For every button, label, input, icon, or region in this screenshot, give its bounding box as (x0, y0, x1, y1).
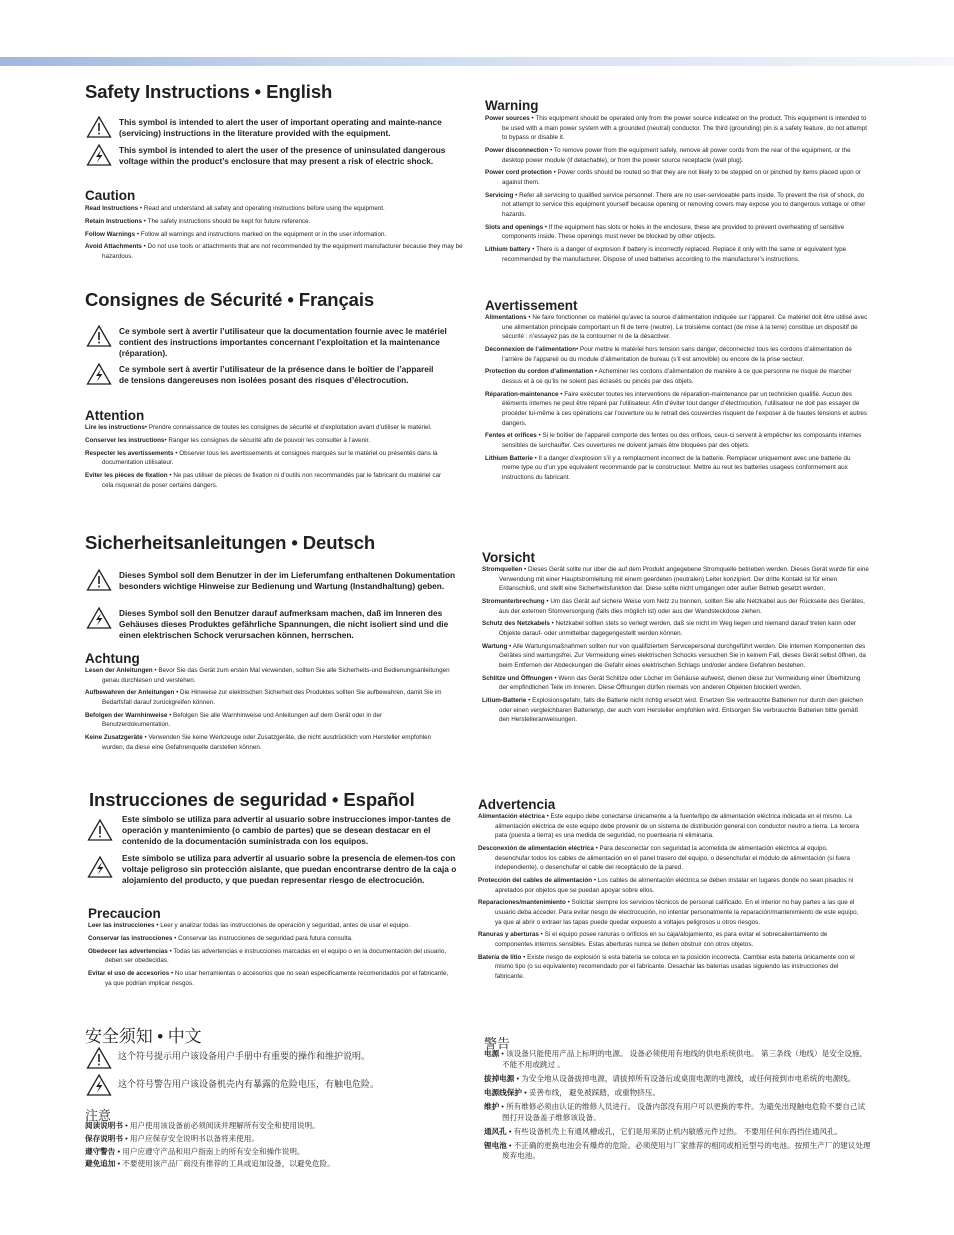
list-item: Reparaciones/mantenimiento • Solicitar siempre los servicios técnicos de personal calificado. En el interior no hay partes a las que el usuario deba acceder. Para evitar riesgo de electrocución, no intentar personalmente la reparación/mantenimiento de este equipo, ya que al abrir o extraer las tapas puede quedar expuesto a voltajes peligrosos u otros riesgos. (478, 899, 859, 926)
symbol-shock-text: Ce symbole sert à avertir l’utilisateur de la présence dans le boîtier de l’appareil de tensions dangereuses non isolées posant des risques d’électrocution. (119, 364, 434, 385)
caution-triangle-icon (86, 568, 112, 592)
warning-heading: Warning (485, 98, 539, 113)
list-item: Befolgen der Warnhinweise • Befolgen Sie alle Warnhinweise und Anleitungen auf dem Gerät oder in der Benutzerdokumentation. (85, 711, 383, 729)
list-item: Avoid Attachments • Do not use tools or attachments that are not recommended by the equipment manufacturer because they may be hazardous. (85, 243, 463, 260)
list-item: 通风孔 • 有些设备机壳上有通风槽或孔，它们是用来防止机内敏感元件过热。 不要用任何东西挡住通风孔。 (484, 1126, 843, 1136)
list-item: Lire les instructions• Prendre connaissance de toutes les consignes de sécurité et d’exploitation avant d’utiliser le matériel. (85, 424, 432, 431)
list-item: Conservar las instrucciones • Conservar las instrucciones de seguridad para futura consulta. (88, 934, 353, 942)
caution-list (85, 423, 447, 493)
list-item: 拔掉电源 • 为安全地从设备拔掉电源，请拔掉所有设备后或桌面电源的电源线，或任何接到市电系统的电源线。 (484, 1073, 856, 1083)
caution-heading: Precaucion (88, 906, 161, 921)
symbol-caution-text: 这个符号提示用户该设备用户手册中有重要的操作和维护说明。 (118, 1051, 371, 1061)
symbol-caution-text: Dieses Symbol soll dem Benutzer in der im Lieferumfang enthaltenen Dokumentation besonders wichtige Hinweise zur Bedienung und Wartung (Instandhaltung) geben. (119, 570, 456, 591)
list-item: Servicing • Refer all servicing to qualified service personnel. There are no user-serviceable parts inside. To prevent the risk of shock, do not attempt to service this equipment yourself because opening or removing covers may expose you to dangerous voltage or other hazards. (485, 191, 866, 218)
list-item: 电源线保护 • 妥善布线， 避免被踩踏，或重物挤压。 (484, 1087, 661, 1097)
caution-list (85, 1121, 445, 1172)
warning-list (482, 565, 870, 728)
warning-list (484, 1049, 872, 1165)
list-item: 避免追加 • 不要使用该产品厂商没有推荐的工具或追加设备，以避免危险。 (85, 1159, 335, 1169)
caution-list (85, 204, 463, 265)
caution-list (88, 921, 452, 991)
list-item: Stromunterbrechung • Um das Gerät auf sichere Weise vom Netz zu trennen, sollten Sie alle Netzkabel aus der Rückseite des Gerätes, aus der externen Stomversorgung (falls dies möglich ist) oder aus der Wandsteckdose ziehen. (482, 597, 865, 615)
list-item: 维护 • 所有维修必须由认证的维修人员进行。 设备内部没有用户可以更换的零件。为避免出现触电危险不要自己试图打开设备盖子维修该设备。 (484, 1101, 866, 1122)
list-item: Slots and openings • If the equipment has slots or holes in the enclosure, these are provided to prevent overheating of sensitive components inside. These openings must never be blocked by other objects. (485, 223, 845, 241)
list-item: Alimentación eléctrica • Este equipo debe conectarse únicamente a la fuente/tipo de alimentación eléctrica indicada en el mismo. La alimentación eléctrica de este equipo debe provenir de un sistema de distribución general con conductor neutro a tierra. La tercera pata (puesta a tierra) es una medida de seguridad, no puentearia ni eliminaria. (478, 813, 860, 840)
warning-list (478, 812, 862, 985)
symbol-caution-text: Este símbolo se utiliza para advertir al usuario sobre instrucciones impor-tantes de operación y mantenimiento (o cambio de partes) que se desean destacar en el contenido de la documentación suministrada con los equipos. (122, 814, 451, 846)
symbol-shock-text: Este símbolo se utiliza para advertir al usuario sobre la presencia de elemen-tos con voltaje peligroso sin protección aislante, que puedan encontrarse dentro de la caja o alojamiento del producto, y que puedan representar riesgo de electrocución. (122, 853, 457, 885)
list-item: Déconnexion de l’alimentation• Pour mettre le matériel hors tension sans danger, déconnectez tous les cordons d’alimentation de l’arrière de l’appareil ou du module d’alimentation de bureau (s’il est amovible) ou encore de la prise secteur. (485, 345, 852, 363)
symbol-caution-text: Ce symbole sert à avertir l’utilisateur que la documentation fournie avec le matériel contient des instructions importantes concernant l’exploitation et la maintenance (réparation). (119, 326, 447, 358)
caution-list (85, 666, 451, 756)
section-title-english: Safety Instructions • English (85, 81, 333, 102)
caution-heading: 注意 (85, 1108, 112, 1123)
caution-triangle-icon (86, 115, 112, 139)
electric-shock-triangle-icon (86, 362, 112, 386)
symbol-shock-text: 这个符号警告用户该设备机壳内有暴露的危险电压，有触电危险。 (118, 1079, 380, 1089)
list-item: Power cord protection • Power cords should be routed so that they are not likely to be stepped on or pinched by items placed upon or against them. (485, 169, 862, 186)
list-item: Desconexión de alimentación eléctrica • Para desconectar con seguridad la acometida de alimentación eléctrica al equipo, desenchufar todos los cables de alimentación en el panel trasero del equipo, o desenchufar el módulo de alimentación (si fuera independiente), o desenchufar el cable del receptáculo de la pared. (478, 844, 850, 872)
caution-heading: Achtung (85, 651, 140, 666)
list-item: Conserver les instructions• Ranger les consignes de sécurité afin de pouvoir les consulter à l’avenir. (85, 436, 371, 444)
electric-shock-triangle-icon (87, 855, 113, 879)
list-item: Wartung • Alle Wartungsmaßnahmen sollten nur von qualifiziertem Servicepersonal durchgeführt werden. Die internen Komponenten des Gerätes sind wartungsfrei. Zur Vermeidung eines elektrischen Schocks versuchen Sie in keinem Fall, dieses Gerät selbst öffnen, da beim Entfernen der Abdeckungen die Gefahr eines elektrischen Schlags und/oder andere Gefahren bestehen. (482, 642, 867, 669)
electric-shock-triangle-icon (86, 1073, 112, 1097)
list-item: Litium-Batterie • Explosionsgefahr, falls die Batterie nicht richtig ersetzt wird. Ersetzen Sie verbrauchte Batterien nur durch den gleichen oder einen vergleichbaren Batterietyp, der auch vom Hersteller empfohlen wird. Entsorgen Sie verbrauchte Batterien bitte gemäß den Herstelleranweisungen. (482, 697, 863, 724)
list-item: Keine Zusatzgeräte • Verwenden Sie keine Werkzeuge oder Zusatzgeräte, die nicht ausdrücklich vom Hersteller empfohlen wurden, da diese eine Gefahrenquelle darstellen können. (85, 734, 432, 751)
list-item: Protección del cables de alimentación • Los cables de alimentación eléctrica se deben instalar en lugares donde no sean pisados ni apretados por objetos que se puedan apoyar sobre ellos. (478, 876, 854, 894)
section-title-chinese: 安全须知 • 中文 (85, 1027, 202, 1046)
list-item: Batería de litio • Existe riesgo de explosión si esta batería se coloca en la posición incorrecta. Cambiar esta batería únicamente con el mismo tipo (o su equivalente) recomendado por el fabricante. Desachar las baterías usadas siguiendo las instrucciones del fabricante. (478, 953, 855, 980)
list-item: Schlitze und Öffnungen • Wenn das Gerät Schlitze oder Löcher im Gehäuse aufweist, dienen diese zur Vermeidung einer Überhitzung der empfindlichen Teile im Inneren. Diese Öffnungen dürfen niemals von anderen Objekten blockiert werden. (482, 674, 861, 692)
electric-shock-triangle-icon (86, 606, 112, 630)
list-item: Aufbewahren der Anleitungen • Die Hinweise zur elektrischen Sicherheit des Produktes sollten Sie aufbewahren, damit Sie im Bedarfsfall darauf zurückgreifen können. (85, 689, 442, 706)
list-item: Stromquellen • Dieses Gerät sollte nur über die auf dem Produkt angegebene Stromquelle betrieben werden. Dieses Gerät wurde für eine Verwendung mit einer Hauptstromleitung mit einem geerdeten (neutralen) Leiter konzipiert. Der dritte Kontakt ist für einen Erdanschluß, und stellt eine Sicherheitsfunktion dar. Diese sollte nicht umgangen oder außer Betrieb gesetzt werden. (482, 566, 869, 593)
warning-list (485, 114, 869, 267)
warning-heading: 警告 (484, 1036, 511, 1051)
list-item: Lithium Batterie • Il a danger d’explosion s’il y a remplacment incorrect de la batterie. Remplacer uniquement avec une batterie du meme type ou d’un ype equivalent recommande par le constructeur. Mettre au reut les batteries usagees conformement aux instructions du fabricant. (485, 454, 851, 481)
list-item: Obedecer las advertencias • Todas las advertencias e instrucciones marcadas en el equipo o en la documentación del usuario, deben ser obedecidas. (88, 947, 447, 965)
list-item: Alimentations • Ne faire fonctionner ce matériel qu’avec la source d’alimentation indiquée sur l’appareil. Ce matériel doit être utilisé avec une alimentation principale comportant un fil de terre (neutre). Le troisième contact (de mise à la terre) constitue un dispositif de sécurité : n’essayez pas de la contourner ni de la désactiver. (485, 314, 868, 341)
list-item: Ranuras y aberturas • Si el equipo posee ranuras o orificios en su caja/alojamiento, es para evitar el sobrecalientamiento de componentes internos sensibles. Estas aberturas nunca se deben obstruir con otros objetos. (478, 931, 828, 948)
list-item: 锂电池 • 不正确的更换电池会有爆炸的危险。必须使用与厂家推荐的相同或相近型号的电池。按照生产厂的建议处理废弃电池。 (484, 1140, 871, 1161)
list-item: Protection du cordon d’alimentation • Acheminer les cordons d’alimentation de manière à ce que personne ne risque de marcher dessus et à ce qu’ils ne soient pas écrasés ou pincés par des objets. (485, 368, 852, 385)
section-title-german: Sicherheitsanleitungen • Deutsch (85, 532, 376, 553)
list-item: Respecter les avertissements • Observer tous les avertissements et consignes marqués sur le matériel ou présentés dans la documentation utilisateur. (85, 449, 438, 467)
list-item: Evitar el uso de accesorios • No usar herramientas o accesorios que no sean especificamente recomendados por el fabricante, ya que podrian implicar riesgos. (88, 969, 449, 987)
electric-shock-triangle-icon (86, 143, 112, 167)
list-item: Fentes et orifices • Si le boîtier de l’appareil comporte des fentes ou des orifices, ceux-ci servent à empêcher les composants internes sensibles de surchauffer. Ces ouvertures ne doivent jamais être bloquées par des objets. (485, 432, 862, 449)
caution-heading: Attention (85, 408, 145, 423)
list-item: Eviter les pièces de fixation • Ne pas utiliser de pièces de fixation ni d’outils non recommandés par le fabricant du matériel car cela risquerait de poser certains dangers. (85, 471, 442, 489)
caution-triangle-icon (87, 818, 113, 842)
list-item: Leer las instrucciones • Leer y analizar todas las instrucciones de operación y seguridad, antes de usar el equipo. (88, 922, 411, 929)
list-item: Lesen der Anleitungen • Bevor Sie das Gerät zum ersten Mal verwenden, sollten Sie alle Sicherheits-und Bedienungsanleitungen genau durchlesen und verstehen. (85, 667, 450, 684)
list-item: Power disconnection • To remove power from the equipment safely, remove all power cords from the rear of the equipment, or the desktop power module (if detachable), or from the power source receptacle (wall plug). (485, 146, 851, 164)
header-gradient-bar (0, 57, 954, 66)
caution-heading: Caution (85, 188, 136, 203)
list-item: 遵守警告 • 用户应遵守产品和用户指南上的所有安全和操作说明。 (85, 1146, 305, 1156)
warning-heading: Avertissement (485, 298, 578, 313)
list-item: Read Instructions • Read and understand all safety and operating instructions before using the equipment. (85, 205, 385, 212)
section-title-spanish: Instrucciones de seguridad • Español (89, 789, 415, 810)
symbol-shock-text: Dieses Symbol soll den Benutzer darauf aufmerksam machen, daß im Inneren des Gehäuses dieses Produktes gefährliche Spannungen, die nicht isoliert sind und die einen elektrischen Schock verursachen können, herrschen. (119, 608, 449, 640)
list-item: Power sources • This equipment should be operated only from the power source indicated on the product. This equipment is intended to be used with a main power system with a grounded (neutral) conductor. The third (grounding) pin is a safety feature, do not attempt to bypass or disable it. (485, 115, 867, 142)
symbol-caution-text: This symbol is intended to alert the user of important operating and mainte-nance (servicing) instructions in the literature provided with the equipment. (119, 117, 442, 138)
list-item: 阅读说明书 • 用户使用该设备前必须阅读并理解所有安全和使用说明。 (85, 1121, 320, 1130)
list-item: 保存说明书 • 用户应保存安全说明书以备将来使用。 (85, 1133, 259, 1143)
list-item: Schutz des Netzkabels • Netzkabel sollten stets so verlegt werden, daß sie nicht im Weg liegen und niemand darauf treten kann oder Objekte darauf- oder unmittelbar dagegengestellt werden können. (482, 620, 857, 637)
list-item: 电源 • 该设备只能使用产品上标明的电源。 设备必须使用有地线的供电系统供电。 第三条线（地线）是安全设施，不能不用或跳过 。 (484, 1049, 868, 1069)
list-item: Lithium battery • There is a danger of explosion if battery is incorrectly replaced. Replace it only with the same or equivalent type recommended by the manufacturer. Dispose of used batteries according to the manufacturer’s instructions. (485, 246, 847, 263)
list-item: Retain Instructions • The safety instructions should be kept for future reference. (85, 217, 311, 225)
list-item: Follow Warnings • Follow all warnings and instructions marked on the equipment or in the user information. (85, 230, 387, 238)
warning-heading: Vorsicht (482, 550, 536, 565)
warning-list (485, 313, 869, 486)
list-item: Réparation-maintenance • Faire exécuter toutes les interventions de réparation-maintenance par un technicien qualifié. Aucun des éléments internes ne peut être réparé par l’utilisateur. Afin d’éviter tout danger d’électrocution, l’utilisateur ne doit pas essayer de procéder lui-même à ces opérations car l’ouverture ou le retrait des couvercles risquent de l’exposer à de hautes tensions et autres dangers. (485, 390, 868, 427)
caution-triangle-icon (86, 1046, 112, 1070)
caution-triangle-icon (86, 324, 112, 348)
symbol-shock-text: This symbol is intended to alert the user of the presence of uninsulated dangerous voltage within the product’s enclosure that may present a risk of electric shock. (119, 145, 446, 166)
warning-heading: Advertencia (478, 797, 556, 812)
section-title-french: Consignes de Sécurité • Français (85, 289, 375, 310)
